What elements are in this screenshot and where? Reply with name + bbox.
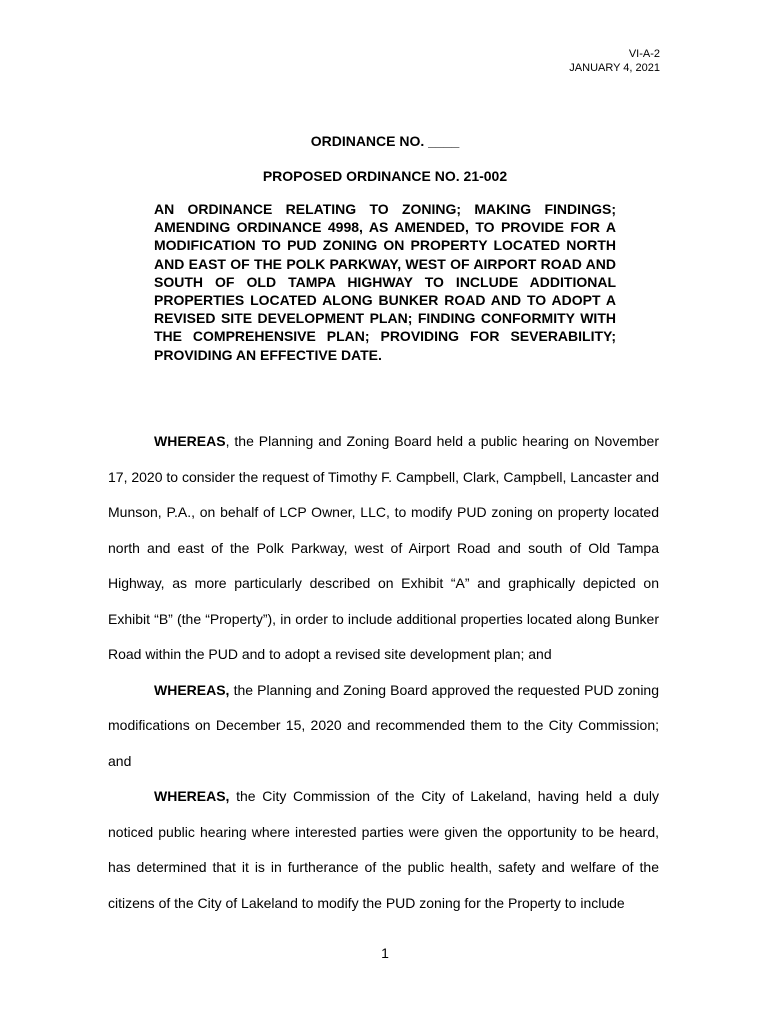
ordinance-caption: AN ORDINANCE RELATING TO ZONING; MAKING FINDINGS; AMENDING ORDINANCE 4998, AS AMENDED, TO PROVIDE FOR A MODIFICATION TO PUD ZONING ON PROPERTY LOCATED NORTH AND EAST OF THE POLK PARKWAY, WEST OF AIRPORT ROAD AND SOUTH OF OLD TAMPA HIGHWAY TO INCLUDE ADDITIONAL PROPERTIES LOCATED ALONG BUNKER ROAD AND TO ADOPT A REVISED SITE DEVELOPMENT PLAN; FINDING CONFORMITY WITH THE COMPREHENSIVE PLAN; PROVIDING FOR SEVERABILITY; PROVIDING AN EFFECTIVE DATE. (154, 201, 616, 363)
page-number: 1 (381, 945, 389, 961)
ordinance-title: ORDINANCE NO. ____ (310, 133, 460, 149)
ordinance-body (108, 424, 659, 921)
document-code: VI-A-2 (628, 48, 660, 60)
whereas-paragraph-2 (108, 673, 659, 780)
whereas-paragraph-1 (108, 424, 659, 673)
document-date: JANUARY 4, 2021 (569, 62, 660, 74)
paragraph-text: , the Planning and Zoning Board held a public hearing on November 17, 2020 to consider the request of Timothy F. Campbell, Clark, Campbell, Lancaster and Munson, P.A., on behalf of LCP Owner, LLC, to modify PUD zoning on property located north and east of the Polk Parkway, west of Airport Road and south of Old Tampa Highway, as more particularly described on Exhibit “A” and graphically depicted on Exhibit “B” (the “Property”), in order to include additional properties located along Bunker Road within the PUD and to adopt a revised site development plan; and (108, 433, 659, 662)
paragraph-text: the Planning and Zoning Board approved the requested PUD zoning modifications on December 15, 2020 and recommended them to the City Commission; and (108, 681, 659, 769)
whereas-lead: WHEREAS (154, 433, 226, 449)
whereas-lead: WHEREAS, (154, 681, 230, 698)
proposed-ordinance-number: PROPOSED ORDINANCE NO. 21-002 (262, 168, 508, 184)
whereas-paragraph-3 (108, 779, 659, 921)
paragraph-text: the City Commission of the City of Lakeland, having held a duly noticed public hearing where interested parties were given the opportunity to be heard, has determined that it is in furtherance of the public health, safety and welfare of the citizens of the City of Lakeland to modify the PUD zoning for the Property to include (108, 788, 659, 911)
whereas-lead: WHEREAS, (154, 788, 230, 804)
